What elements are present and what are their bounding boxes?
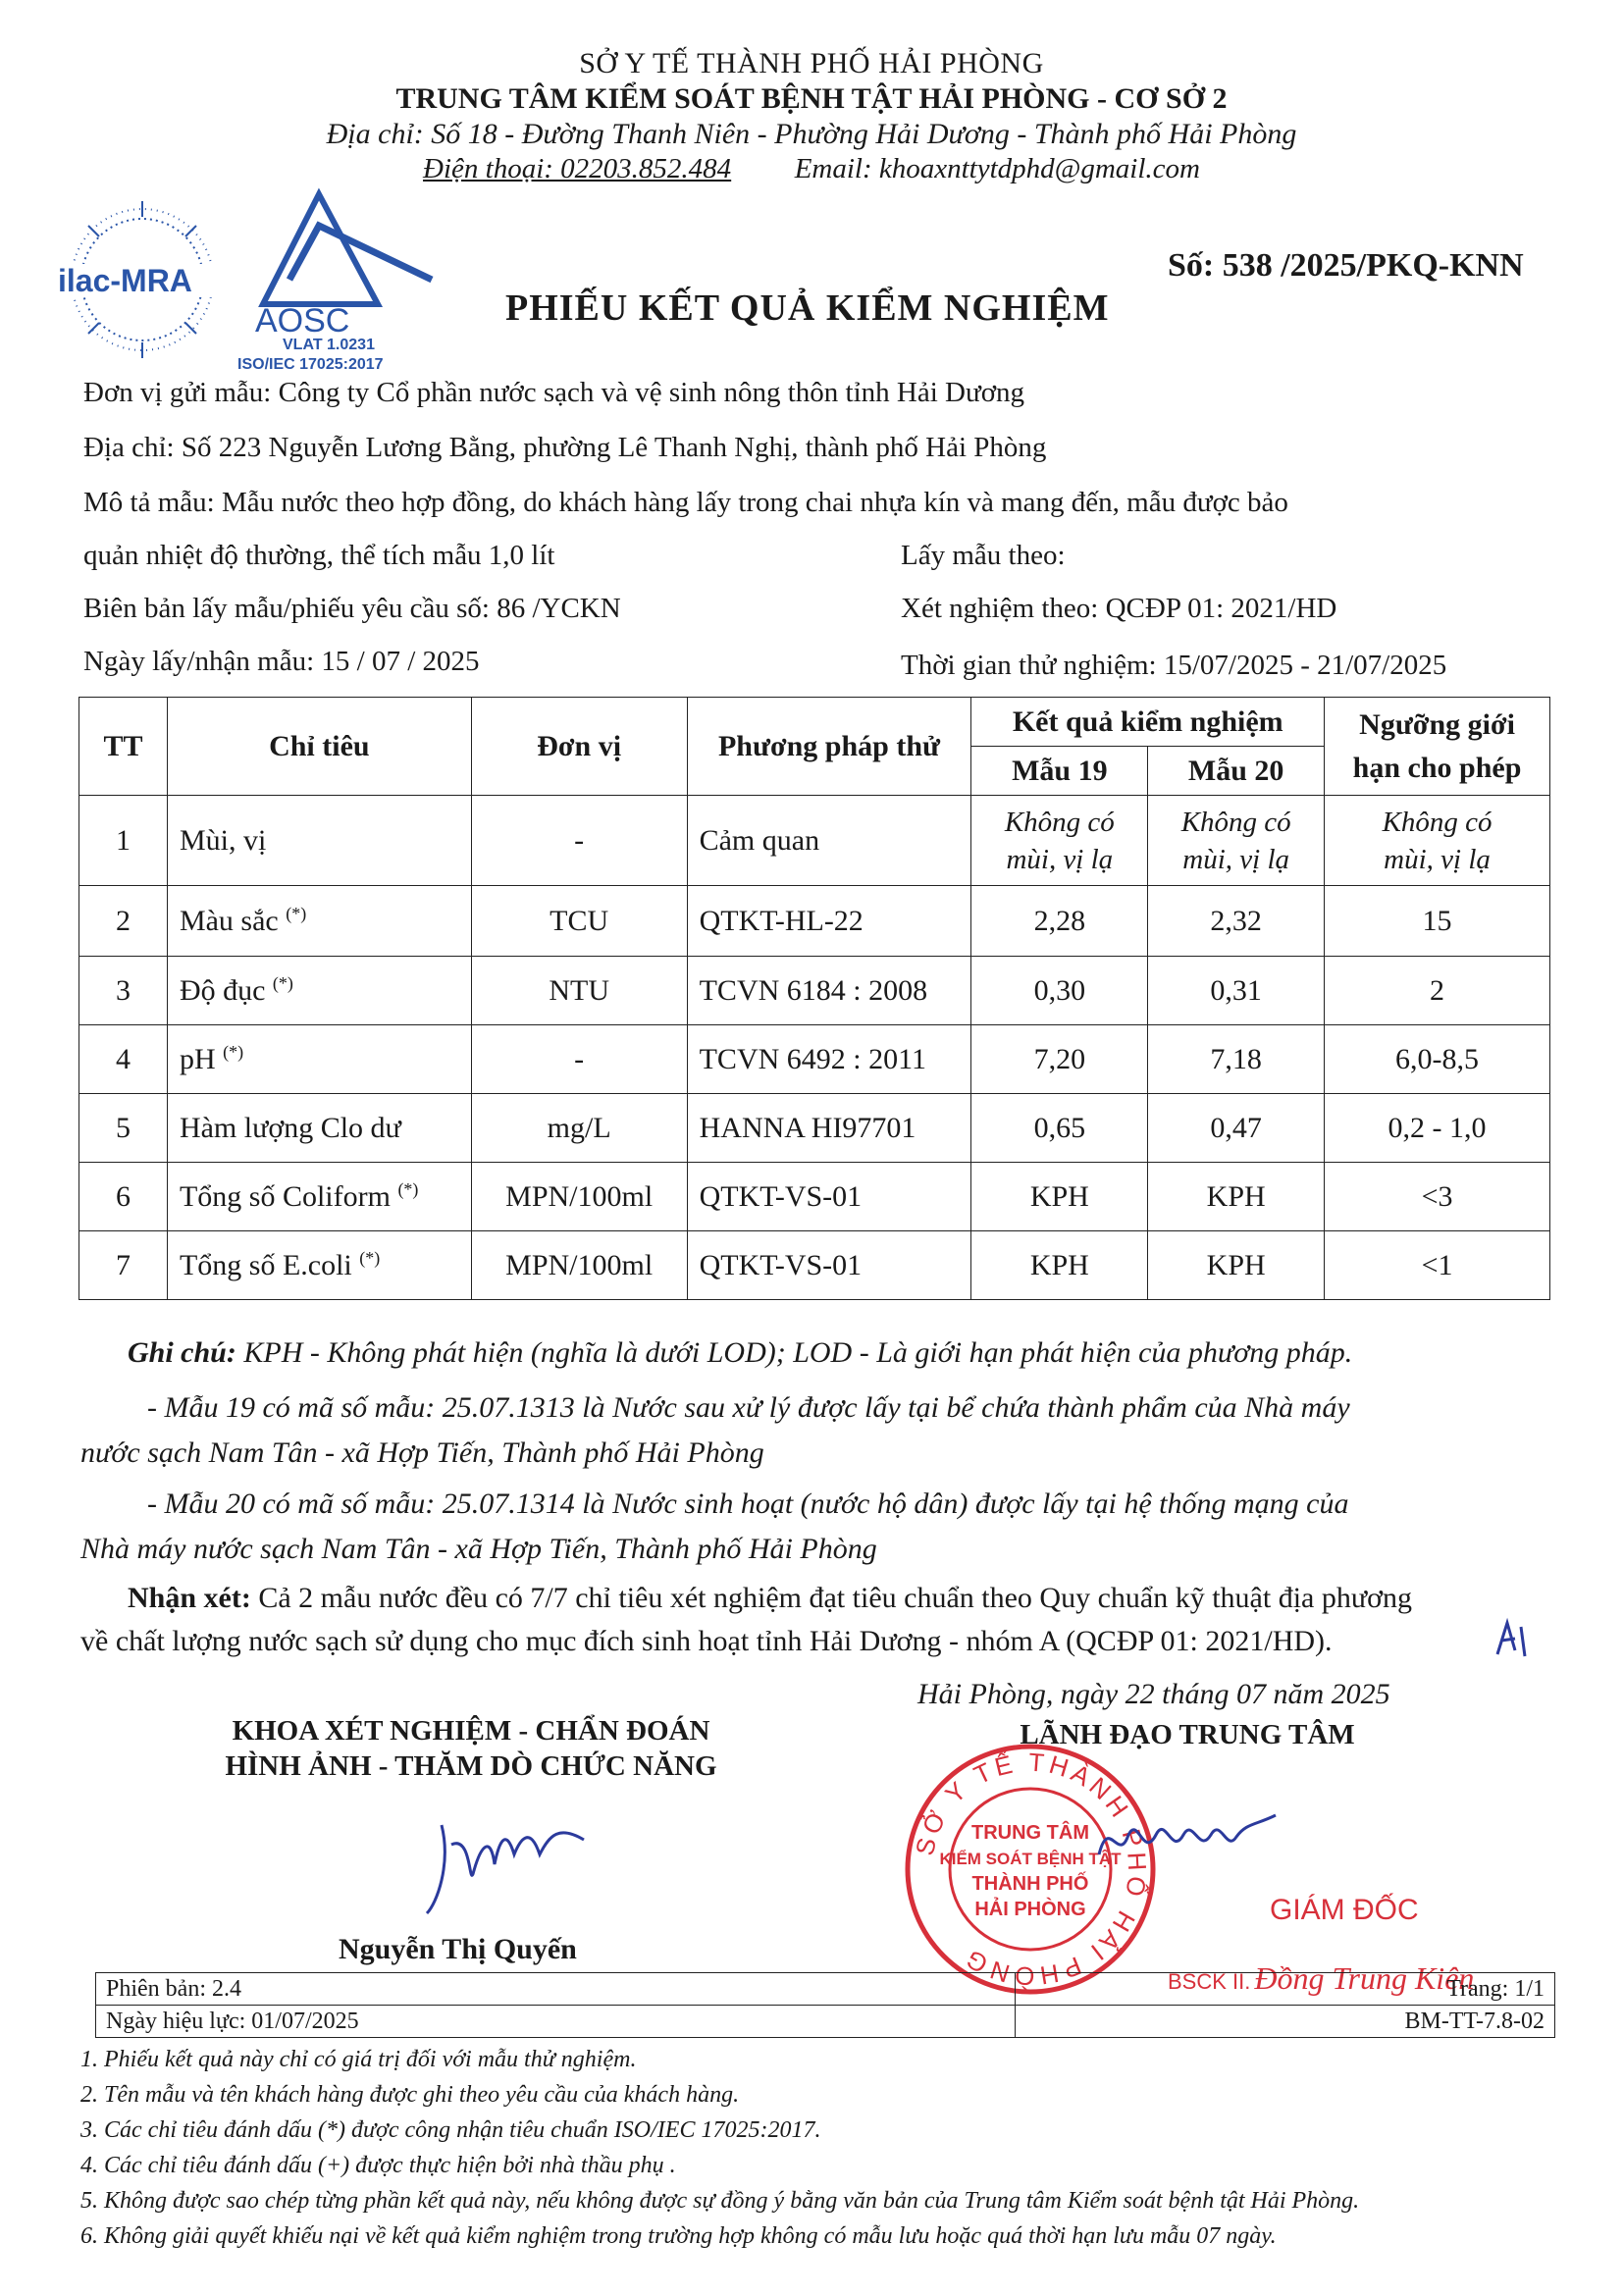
sampled-by: Lấy mẫu theo: xyxy=(901,540,1066,571)
accreditation-mark: (*) xyxy=(359,1248,381,1268)
left-signatory-title2: HÌNH ẢNH - THĂM DÒ CHỨC NĂNG xyxy=(225,1750,717,1782)
sample-description-line1: Mô tả mẫu: Mẫu nước theo hợp đồng, do khách hàng lấy trong chai nhựa kín và mang đến, mẫu được bảo xyxy=(83,487,1288,518)
footnote-2: 2. Tên mẫu và tên khách hàng được ghi theo yêu cầu của khách hàng. xyxy=(80,2082,740,2108)
row-number: 4 xyxy=(79,1025,168,1094)
sample-19-line2: mùi, vị lạ xyxy=(1006,843,1114,875)
col-limit xyxy=(1325,698,1550,796)
accreditation-mark: (*) xyxy=(286,904,307,923)
right-signature xyxy=(1089,1796,1285,1884)
col-result: Kết quả kiểm nghiệm xyxy=(971,698,1325,747)
indicator-name: Màu sắc xyxy=(179,905,279,937)
method-cell: TCVN 6492 : 2011 xyxy=(687,1025,971,1094)
sender-address-line: Địa chỉ: Số 223 Nguyễn Lương Bằng, phường Lê Thanh Nghị, thành phố Hải Phòng xyxy=(83,432,1047,463)
iso-label: ISO/IEC 17025:2017 xyxy=(237,356,384,373)
right-signatory-name: Đồng Trung Kiên xyxy=(1254,1960,1475,1996)
footnote-1: 1. Phiếu kết quả này chỉ có giá trị đối với mẫu thử nghiệm. xyxy=(80,2047,637,2072)
indicator-cell xyxy=(167,1163,471,1231)
table-row xyxy=(79,1163,1550,1231)
limit-cell xyxy=(1325,796,1550,886)
ilac-label: ilac-MRA xyxy=(58,263,192,298)
aosc-logo xyxy=(236,186,461,373)
document-control-table xyxy=(95,1972,1555,2038)
unit-cell: mg/L xyxy=(471,1094,687,1163)
contact-line xyxy=(0,153,1623,185)
col-tt: TT xyxy=(79,698,168,796)
letterhead xyxy=(0,47,1623,185)
indicator-name: Độ đục xyxy=(179,974,266,1007)
accreditation-mark: (*) xyxy=(397,1179,419,1199)
remark-text: Cả 2 mẫu nước đều có 7/7 chỉ tiêu xét nghiệm đạt tiêu chuẩn theo Quy chuẩn kỹ thuật địa phương xyxy=(250,1582,1412,1614)
page-title: PHIẾU KẾT QUẢ KIỂM NGHIỆM xyxy=(505,287,1110,329)
initials-mark xyxy=(1490,1617,1539,1660)
table-row xyxy=(79,1094,1550,1163)
sample-19-cell: 0,30 xyxy=(971,957,1148,1025)
col-limit-line1: Ngưỡng giới xyxy=(1359,707,1515,741)
col-limit-line2: hạn cho phép xyxy=(1352,751,1522,784)
row-number: 2 xyxy=(79,886,168,957)
col-sample-20: Mẫu 20 xyxy=(1148,747,1325,796)
method-cell: TCVN 6184 : 2008 xyxy=(687,957,971,1025)
aosc-label: AOSC xyxy=(255,302,350,339)
table-row xyxy=(79,1025,1550,1094)
indicator-name: Tổng số E.coli xyxy=(179,1249,352,1281)
note-sample-20-line1: - Mẫu 20 có mã số mẫu: 25.07.1314 là Nước sinh hoạt (nước hộ dân) được lấy tại hệ thống mạng của xyxy=(147,1487,1349,1520)
sample-19-cell: 2,28 xyxy=(971,886,1148,957)
indicator-cell xyxy=(167,1025,471,1094)
col-indicator: Chỉ tiêu xyxy=(167,698,471,796)
sample-20-cell: 2,32 xyxy=(1148,886,1325,957)
sample-description-line2: quản nhiệt độ thường, thể tích mẫu 1,0 lít xyxy=(83,540,555,571)
limit-cell: 15 xyxy=(1325,886,1550,957)
sample-19-cell: KPH xyxy=(971,1231,1148,1300)
left-signatory-title1: KHOA XÉT NGHIỆM - CHẨN ĐOÁN xyxy=(232,1715,710,1747)
indicator-cell xyxy=(167,796,471,886)
sample-19-cell: 7,20 xyxy=(971,1025,1148,1094)
remark-line2: về chất lượng nước sạch sử dụng cho mục đích sinh hoạt tỉnh Hải Dương - nhóm A (QCĐP 01: 2021/HD). xyxy=(80,1625,1333,1657)
sample-19-cell: KPH xyxy=(971,1163,1148,1231)
form-code-cell: BM-TT-7.8-02 xyxy=(1016,2006,1555,2038)
stamp-line1: TRUNG TÂM xyxy=(971,1822,1089,1844)
row-number: 6 xyxy=(79,1163,168,1231)
effective-date-cell: Ngày hiệu lực: 01/07/2025 xyxy=(96,2006,1016,2038)
sample-20-cell: 0,47 xyxy=(1148,1094,1325,1163)
document-number: Số: 538 /2025/PKQ-KNN xyxy=(1168,247,1524,284)
row-number: 3 xyxy=(79,957,168,1025)
limit-cell: 6,0-8,5 xyxy=(1325,1025,1550,1094)
footer-row xyxy=(96,1973,1555,2006)
remark-line1 xyxy=(128,1582,1412,1615)
col-method: Phương pháp thử xyxy=(687,698,971,796)
test-standard: Xét nghiệm theo: QCĐP 01: 2021/HD xyxy=(901,593,1337,624)
sample-20-cell xyxy=(1148,796,1325,886)
right-signatory-role: GIÁM ĐỐC xyxy=(1270,1894,1419,1926)
method-cell: HANNA HI97701 xyxy=(687,1094,971,1163)
note-line1 xyxy=(128,1336,1352,1370)
table-row xyxy=(79,1231,1550,1300)
unit-cell: NTU xyxy=(471,957,687,1025)
sample-20-cell: 0,31 xyxy=(1148,957,1325,1025)
version-cell: Phiên bản: 2.4 xyxy=(96,1973,1016,2006)
sample-19-cell xyxy=(971,796,1148,886)
sample-19-cell: 0,65 xyxy=(971,1094,1148,1163)
limit-cell: 2 xyxy=(1325,957,1550,1025)
unit-cell: MPN/100ml xyxy=(471,1231,687,1300)
stamp-line3: THÀNH PHỐ xyxy=(971,1873,1089,1895)
sample-19-line1: Không có xyxy=(1004,806,1115,838)
method-cell: QTKT-VS-01 xyxy=(687,1163,971,1231)
indicator-cell xyxy=(167,1094,471,1163)
sample-20-line2: mùi, vị lạ xyxy=(1182,843,1290,875)
accreditation-mark: (*) xyxy=(272,973,293,993)
footnote-5: 5. Không được sao chép từng phần kết quả này, nếu không được sự đồng ý bằng văn bản của Trung tâm Kiểm soát bệnh tật Hải Phòng. xyxy=(80,2188,1360,2214)
left-signature xyxy=(412,1805,608,1923)
stamp-line2: KIỂM SOÁT BỆNH TẬT xyxy=(939,1850,1122,1868)
page-cell: Trang: 1/1 xyxy=(1016,1973,1555,2006)
sample-20-cell: KPH xyxy=(1148,1231,1325,1300)
unit-cell: TCU xyxy=(471,886,687,957)
row-number: 1 xyxy=(79,796,168,886)
remark-label: Nhận xét: xyxy=(128,1582,251,1614)
sample-20-cell: 7,18 xyxy=(1148,1025,1325,1094)
right-signatory-title: LÃNH ĐẠO TRUNG TÂM xyxy=(1020,1719,1355,1750)
limit-cell: <1 xyxy=(1325,1231,1550,1300)
phone-text: Điện thoại: 02203.852.484 xyxy=(423,153,732,184)
unit-cell: - xyxy=(471,796,687,886)
footnote-4: 4. Các chỉ tiêu đánh dấu (+) được thực hiện bởi nhà thầu phụ . xyxy=(80,2153,676,2178)
sample-20-line1: Không có xyxy=(1180,806,1291,838)
limit-cell: 0,2 - 1,0 xyxy=(1325,1094,1550,1163)
results-table xyxy=(79,697,1550,1300)
email-text: Email: khoaxnttytdphd@gmail.com xyxy=(794,153,1200,184)
left-signatory-name: Nguyễn Thị Quyến xyxy=(339,1933,577,1965)
method-cell: QTKT-HL-22 xyxy=(687,886,971,957)
department-name: SỞ Y TẾ THÀNH PHỐ HẢI PHÒNG xyxy=(579,47,1044,79)
stamp-ring-text: SỞ Y TẾ THÀNH PHỐ HẢI PHÒNG xyxy=(909,1747,1153,1992)
note-label: Ghi chú: xyxy=(128,1336,236,1369)
row-number: 7 xyxy=(79,1231,168,1300)
limit-line2: mùi, vị lạ xyxy=(1384,843,1491,875)
col-unit: Đơn vị xyxy=(471,698,687,796)
request-number: Biên bản lấy mẫu/phiếu yêu cầu số: 86 /YCKN xyxy=(83,593,621,624)
sample-20-cell: KPH xyxy=(1148,1163,1325,1231)
method-cell: QTKT-VS-01 xyxy=(687,1231,971,1300)
unit-cell: - xyxy=(471,1025,687,1094)
sample-date: Ngày lấy/nhận mẫu: 15 / 07 / 2025 xyxy=(83,646,480,677)
table-row xyxy=(79,957,1550,1025)
footnote-6: 6. Không giải quyết khiếu nại về kết quả kiểm nghiệm trong trường hợp không có mẫu lưu hoặc quá thời hạn lưu mẫu 07 ngày. xyxy=(80,2223,1277,2249)
indicator-cell xyxy=(167,886,471,957)
footer-row xyxy=(96,2006,1555,2038)
unit-cell: MPN/100ml xyxy=(471,1163,687,1231)
table-row xyxy=(79,886,1550,957)
place-date: Hải Phòng, ngày 22 tháng 07 năm 2025 xyxy=(917,1678,1390,1710)
right-signatory-prefix: BSCK II. xyxy=(1168,1969,1251,1994)
organization-address: Địa chỉ: Số 18 - Đường Thanh Niên - Phường Hải Dương - Thành phố Hải Phòng xyxy=(326,118,1297,150)
indicator-name: Mùi, vị xyxy=(179,823,267,857)
footnote-3: 3. Các chỉ tiêu đánh dấu (*) được công nhận tiêu chuẩn ISO/IEC 17025:2017. xyxy=(80,2117,821,2143)
note-text: KPH - Không phát hiện (nghĩa là dưới LOD); LOD - Là giới hạn phát hiện của phương pháp. xyxy=(236,1336,1353,1369)
test-period: Thời gian thử nghiệm: 15/07/2025 - 21/07/2025 xyxy=(901,650,1447,681)
method-cell: Cảm quan xyxy=(687,796,971,886)
limit-line1: Không có xyxy=(1382,806,1492,838)
row-number: 5 xyxy=(79,1094,168,1163)
indicator-cell xyxy=(167,957,471,1025)
indicator-name: Hàm lượng Clo dư xyxy=(179,1111,401,1144)
table-row xyxy=(79,796,1550,886)
indicator-name: Tổng số Coliform xyxy=(179,1180,391,1213)
col-sample-19: Mẫu 19 xyxy=(971,747,1148,796)
vlat-label: VLAT 1.0231 xyxy=(283,337,375,353)
note-sample-19-line2: nước sạch Nam Tân - xã Hợp Tiến, Thành phố Hải Phòng xyxy=(80,1436,764,1469)
note-sample-20-line2: Nhà máy nước sạch Nam Tân - xã Hợp Tiến, Thành phố Hải Phòng xyxy=(80,1533,877,1565)
indicator-cell xyxy=(167,1231,471,1300)
note-sample-19-line1: - Mẫu 19 có mã số mẫu: 25.07.1313 là Nước sau xử lý được lấy tại bể chứa thành phẩm của Nhà máy xyxy=(147,1391,1350,1424)
stamp-line4: HẢI PHÒNG xyxy=(974,1899,1086,1920)
sender-line: Đơn vị gửi mẫu: Công ty Cổ phần nước sạch và vệ sinh nông thôn tỉnh Hải Dương xyxy=(83,377,1025,408)
ilac-mra-logo xyxy=(54,191,231,368)
indicator-name: pH xyxy=(179,1043,216,1075)
limit-cell: <3 xyxy=(1325,1163,1550,1231)
accreditation-mark: (*) xyxy=(223,1042,244,1062)
table-header-row xyxy=(79,698,1550,747)
organization-name: TRUNG TÂM KIỂM SOÁT BỆNH TẬT HẢI PHÒNG - CƠ SỞ 2 xyxy=(395,82,1228,115)
